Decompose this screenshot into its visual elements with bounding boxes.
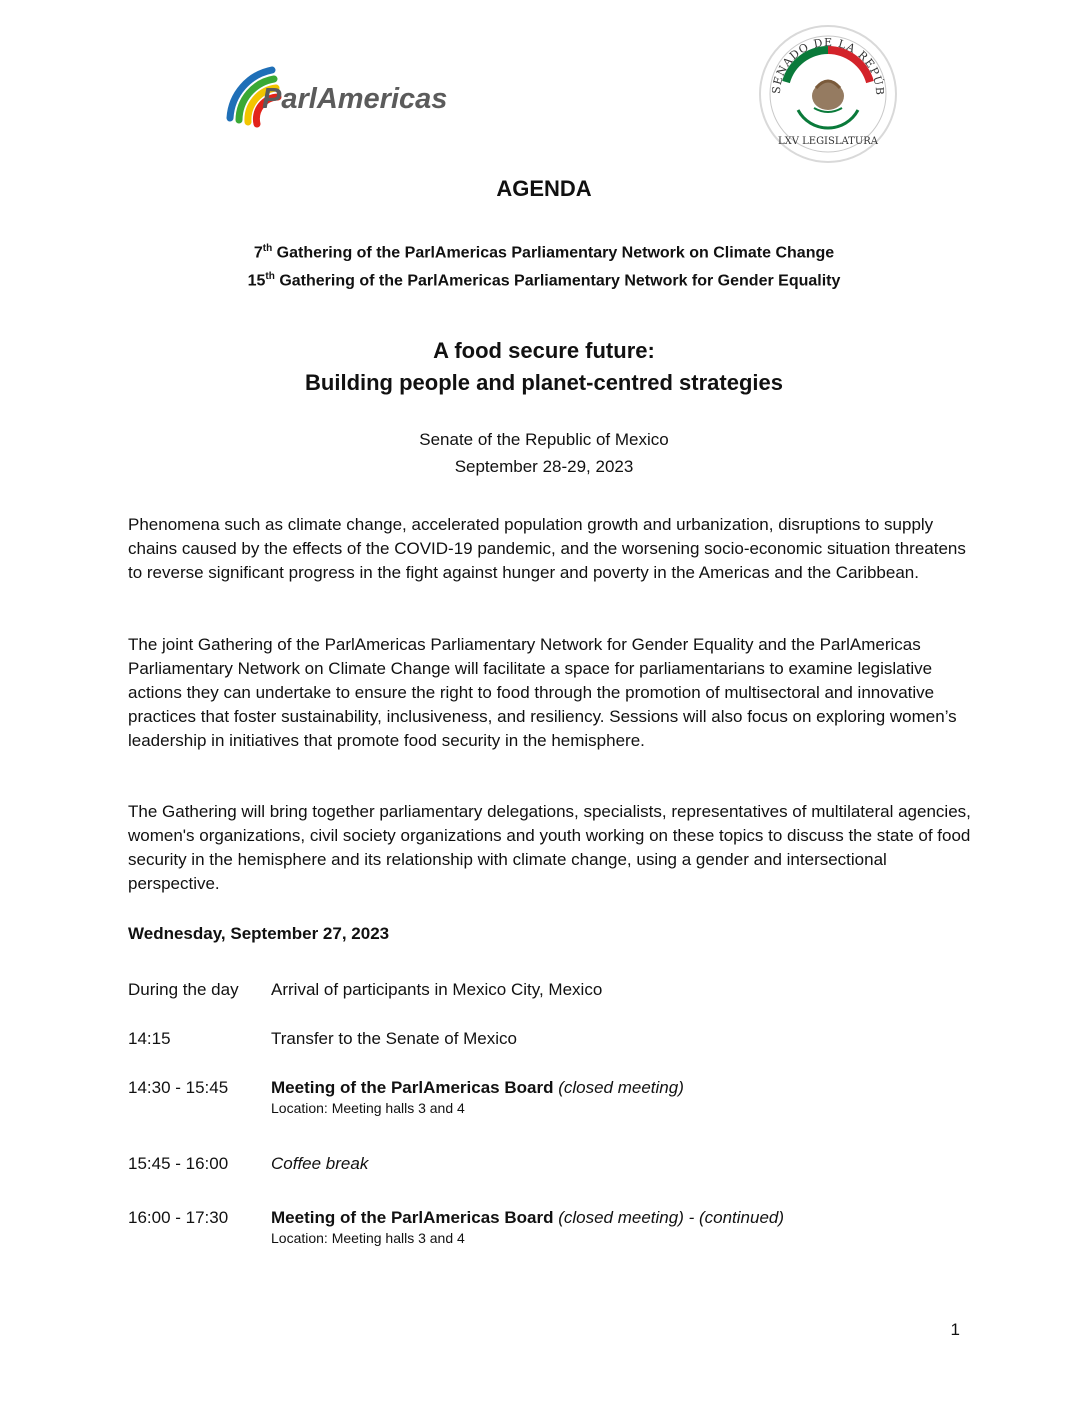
day-heading: Wednesday, September 27, 2023 [128,924,390,943]
parlamericas-logo-text: ParlAmericas [262,83,448,115]
intro-paragraph-1: Phenomena such as climate change, accelerated population growth and urbanization, disruptions to supply chains caused by the effects of the COVID-19 pandemic, and the worsening socio-economic situation threatens to reverse significant progress in the fight against hunger and poverty in the Americas and the Caribbean. [128,515,966,582]
agenda-item-note: Coffee break [271,1154,369,1173]
parlamericas-logo [210,56,480,136]
gathering-ordinal-suffix: th [262,243,273,254]
agenda-item-time: 14:30 - 15:45 [128,1078,229,1097]
gathering-ordinal-suffix: th [265,271,275,282]
page-number: 1 [950,1320,960,1339]
agenda-item-time: 16:00 - 17:30 [128,1208,229,1227]
agenda-item-description: Arrival of participants in Mexico City, Mexico [271,980,603,999]
gathering-gender-equality [0,271,1088,290]
agenda-item-description [271,1078,971,1116]
gathering-ordinal: 15 [247,272,266,290]
intro-paragraph-2: The joint Gathering of the ParlAmericas Parliamentary Network for Gender Equality and the ParlAmericas Parliamentary Network on Climate Change will facilitate a space for parliamentarians to examine legislative actions they can undertake to ensure the right to food through the promotion of multisectoral and innovative practices that foster sustainability, inclusiveness, and resiliency. Sessions will also focus on exploring women’s leadership in initiatives that promote food security in the hemisphere. [128,635,957,750]
agenda-title: AGENDA [496,176,592,201]
gathering-text: Gathering of the ParlAmericas Parliamentary Network on Climate Change [272,244,835,262]
agenda-item-note: (closed meeting) - (continued) [553,1208,785,1227]
agenda-item-title: Meeting of the ParlAmericas Board [271,1078,554,1097]
agenda-item-time: 15:45 - 16:00 [128,1154,229,1173]
parlamericas-logo-mark [210,56,480,136]
seal-bottom-text: LXV LEGISLATURA [777,136,879,147]
venue-place: Senate of the Republic of Mexico [419,430,669,449]
gathering-text: Gathering of the ParlAmericas Parliamentary Network for Gender Equality [274,272,841,290]
agenda-item-note: (closed meeting) [553,1078,684,1097]
senate-seal [758,24,898,164]
event-title-line-1: A food secure future: [433,338,655,363]
venue-dates: September 28-29, 2023 [454,457,634,476]
event-title-line-2: Building people and planet-centred strategies [305,370,783,395]
agenda-item-location: Location: Meeting halls 3 and 4 [271,1230,465,1246]
agenda-item-time: 14:15 [128,1029,171,1048]
agenda-item-description: Transfer to the Senate of Mexico [271,1029,517,1048]
agenda-item-location: Location: Meeting halls 3 and 4 [271,1100,465,1116]
agenda-item-title: Meeting of the ParlAmericas Board [271,1208,554,1227]
senate-seal-mark [758,24,898,164]
agenda-item-description [271,1208,971,1246]
intro-paragraph-3: The Gathering will bring together parliamentary delegations, specialists, representatives of multilateral agencies, women's organizations, civil society organizations and youth working on these topics to discuss the state of food security in the hemisphere and its relationship with climate change, using a gender and intersectional perspective. [128,802,971,893]
agenda-item-time: During the day [128,980,239,999]
gathering-climate-change [0,243,1088,262]
agenda-item-description [271,1154,971,1174]
gathering-ordinal: 7 [253,244,263,262]
seal-top-text: SENADO DE LA REPÚB [769,35,887,97]
